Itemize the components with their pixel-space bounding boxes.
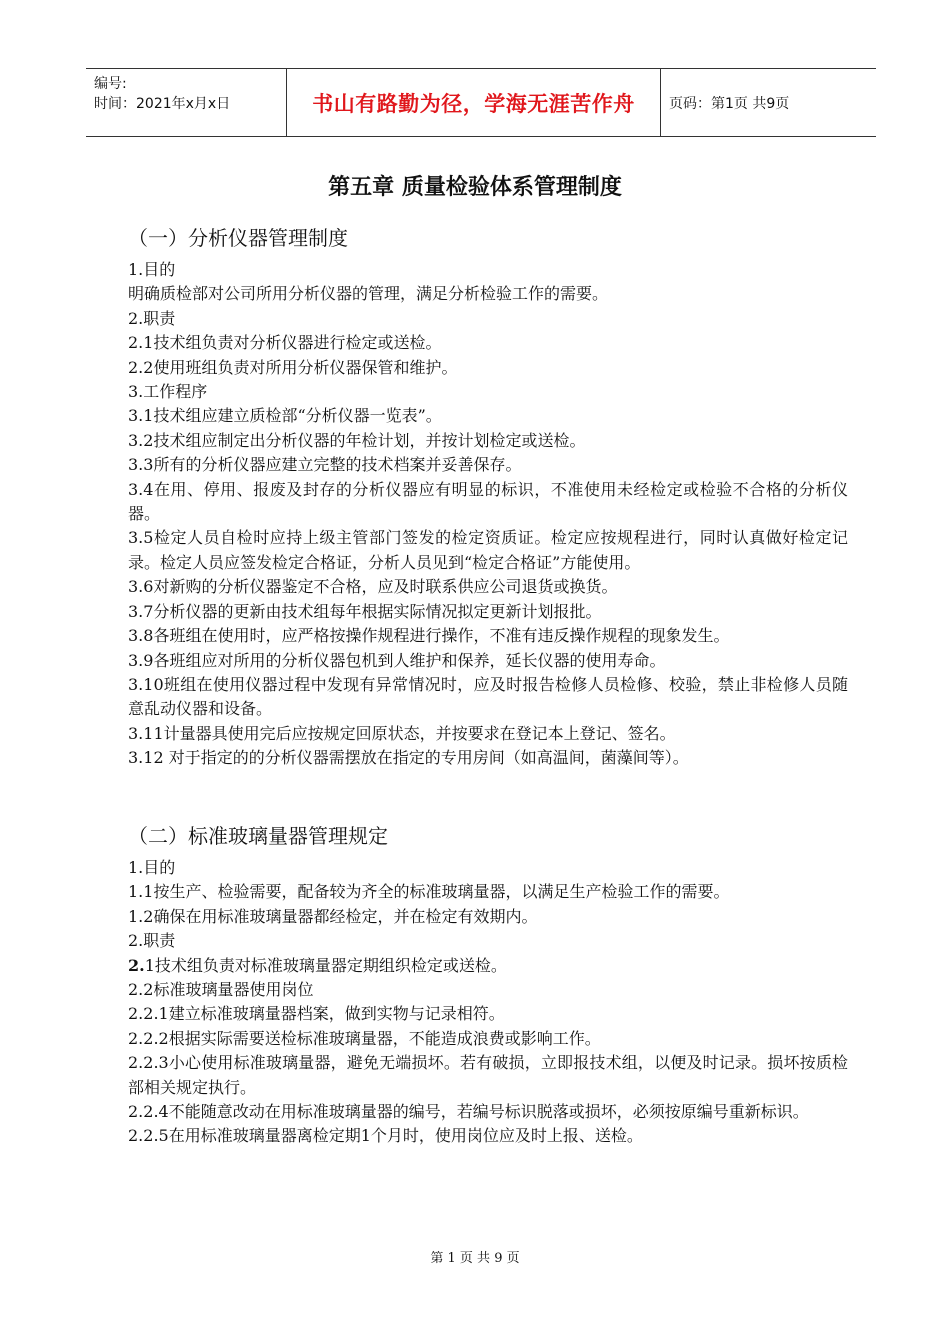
paragraph-line: 3.1技术组应建立质检部“分析仪器一览表”。 xyxy=(128,406,442,426)
paragraph-line: 2.2.4不能随意改动在用标准玻璃量器的编号，若编号标识脱落或损坏，必须按原编号重新标识。 xyxy=(128,1102,809,1122)
header-page-label: 页码：第1页 共9页 xyxy=(669,95,790,112)
paragraph-line: 2.2.5在用标准玻璃量器离检定期1个月时，使用岗位应及时上报、送检。 xyxy=(128,1126,643,1146)
paragraph-line: 3.10班组在使用仪器过程中发现有异常情况时，应及时报告检修人员检修、校验，禁止非检修人员随意乱动仪器和设备。 xyxy=(128,674,848,719)
paragraph-line: 1.目的 xyxy=(128,260,176,279)
paragraph-line: 3.9各班组应对所用的分析仪器包机到人维护和保养，延长仪器的使用寿命。 xyxy=(128,650,666,670)
header-page-cell xyxy=(661,69,876,136)
paragraph-line: 2.1技术组负责对分析仪器进行检定或送检。 xyxy=(128,333,442,353)
paragraph-line: 3.6对新购的分析仪器鉴定不合格，应及时联系供应公司退货或换货。 xyxy=(128,577,618,597)
document-time-label: 时间：2021年x月x日 xyxy=(94,96,231,112)
paragraph-line: 3.7分析仪器的更新由技术组每年根据实际情况拟定更新计划报批。 xyxy=(128,601,602,621)
paragraph-line: 2.2标准玻璃量器使用岗位 xyxy=(128,980,314,1000)
document-title: 第五章 质量检验体系管理制度 xyxy=(328,175,622,200)
paragraph-line: 3.4在用、停用、报废及封存的分析仪器应有明显的标识，不准使用未经检定或检验不合格的分析仪器。 xyxy=(128,479,848,524)
paragraph-line: 3.2技术组应制定出分析仪器的年检计划，并按计划检定或送检。 xyxy=(128,430,586,450)
header-motto: 书山有路勤为径，学海无涯苦作舟 xyxy=(312,91,635,116)
paragraph-line: 3.11计量器具使用完后应按规定回原状态，并按要求在登记本上登记、签名。 xyxy=(128,723,676,743)
paragraph-line: 3.8各班组在使用时，应严格按操作规程进行操作，不准有违反操作规程的现象发生。 xyxy=(128,626,730,646)
section-2-body xyxy=(128,856,848,1149)
paragraph-line: 2.2.2根据实际需要送检标准玻璃量器，不能造成浪费或影响工作。 xyxy=(128,1028,601,1048)
paragraph-line xyxy=(128,954,848,978)
paragraph-line: 3.3所有的分析仪器应建立完整的技术档案并妥善保存。 xyxy=(128,455,522,475)
paragraph-line: 1.1按生产、检验需要，配备较为齐全的标准玻璃量器，以满足生产检验工作的需要。 xyxy=(128,882,730,902)
paragraph-line: 2.职责 xyxy=(128,931,176,951)
section-heading-2: （二）标准玻璃量器管理规定 xyxy=(128,824,388,848)
header-meta xyxy=(86,69,287,136)
paragraph-line: 2.职责 xyxy=(128,308,176,328)
paragraph-line: 3.12 对于指定的的分析仪器需摆放在指定的专用房间（如高温间，菌藻间等）。 xyxy=(128,748,689,768)
section-heading-1: （一）分析仪器管理制度 xyxy=(128,226,348,250)
page-header xyxy=(86,68,876,137)
header-motto-cell xyxy=(287,69,661,136)
page-footer: 第 1 页 共 9 页 xyxy=(430,1251,520,1266)
line-text: 1技术组负责对标准玻璃量器定期组织检定或送检。 xyxy=(144,955,507,975)
paragraph-line: 2.2.3小心使用标准玻璃量器，避免无端损坏。若有破损，立即报技术组，以便及时记录。损坏按质检部相关规定执行。 xyxy=(128,1053,848,1097)
paragraph-line: 3.5检定人员自检时应持上级主管部门签发的检定资质证。检定应按规程进行，同时认真做好检定记录。检定人员应签发检定合格证，分析人员见到“检定合格证”方能使用。 xyxy=(128,528,848,572)
document-number-label: 编号: xyxy=(94,76,127,92)
paragraph-line: 明确质检部对公司所用分析仪器的管理，满足分析检验工作的需要。 xyxy=(128,284,609,304)
bold-number-prefix: 2. xyxy=(128,955,145,975)
paragraph-line: 1.2确保在用标准玻璃量器都经检定，并在检定有效期内。 xyxy=(128,906,538,926)
paragraph-line: 2.2使用班组负责对所用分析仪器保管和维护。 xyxy=(128,357,458,377)
paragraph-line: 3.工作程序 xyxy=(128,382,208,402)
section-1-body xyxy=(128,258,848,771)
paragraph-line: 1.目的 xyxy=(128,858,176,877)
paragraph-line: 2.2.1建立标准玻璃量器档案，做到实物与记录相符。 xyxy=(128,1004,505,1024)
